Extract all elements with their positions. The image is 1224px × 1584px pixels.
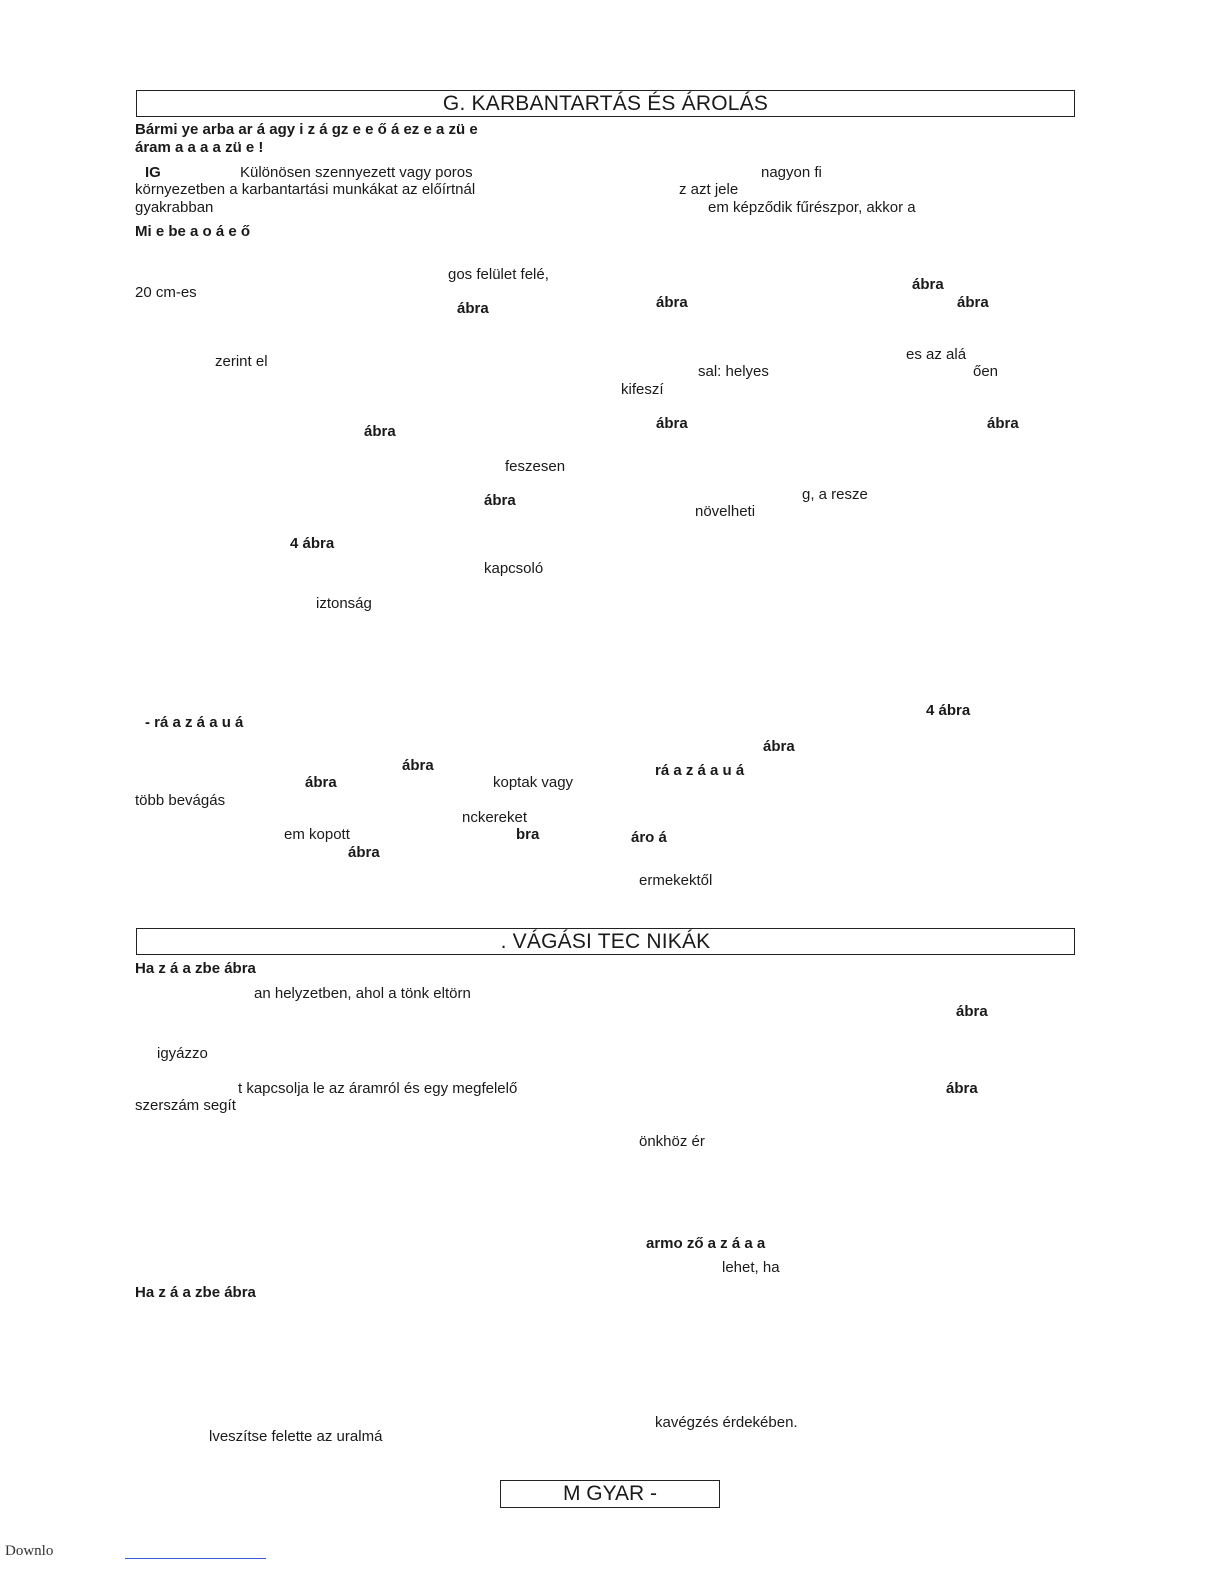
figure-ref: ábra <box>763 738 795 755</box>
fragment: t kapcsolja le az áramról és egy megfelelő <box>238 1080 518 1097</box>
figure-ref: bra <box>516 826 540 843</box>
fragment: növelheti <box>695 503 756 520</box>
note-text-a3: gyakrabban <box>135 199 214 216</box>
warning-line-2: áram a a a a zü e ! <box>135 139 264 156</box>
fragment: szerszám segít <box>135 1097 236 1114</box>
figure-ref: 4 ábra <box>290 535 335 552</box>
fragment: es az alá <box>906 346 967 363</box>
section-g-title: G. KARBANTARTÁS ÉS ÁROLÁS <box>136 90 1075 117</box>
chain-heading: - rá a z á a u á <box>145 714 244 731</box>
fragment: nckereket <box>462 809 528 826</box>
fragment: feszesen <box>505 458 566 475</box>
fragment: gos felület felé, <box>448 266 549 283</box>
storage-heading: áro á <box>631 829 667 846</box>
subsection-heading-3: armo ző a z á a a <box>646 1235 766 1252</box>
figure-ref: ábra <box>956 1003 988 1020</box>
figure-ref: ábra <box>656 415 688 432</box>
fragment: iztonság <box>316 595 372 612</box>
fragment: önkhöz ér <box>639 1133 705 1150</box>
download-watermark: Downlo <box>5 1543 54 1559</box>
fragment: zerint el <box>215 353 268 370</box>
figure-ref: ábra <box>484 492 516 509</box>
subsection-heading-2: Ha z á a zbe ábra <box>135 1284 256 1301</box>
figure-ref: ábra <box>912 276 944 293</box>
fragment: lehet, ha <box>722 1259 780 1276</box>
fragment: kifeszí <box>621 381 664 398</box>
fragment: ően <box>973 363 999 380</box>
figure-ref: 4 ábra <box>926 702 971 719</box>
warning-line-1: Bármi ye arba ar á agy i z á gz e e ő á ez e a zü e <box>135 121 478 138</box>
subsection-heading-1: Ha z á a zbe ábra <box>135 960 256 977</box>
chain-heading-2: rá a z á a u á <box>655 762 745 779</box>
fragment: több bevágás <box>135 792 226 809</box>
section-h-title: . VÁGÁSI TEC NIKÁK <box>136 928 1075 955</box>
note-text-a1: Különösen szennyezett vagy poros <box>240 164 473 181</box>
fragment: em kopott <box>284 826 350 843</box>
download-link-underline[interactable] <box>125 1558 266 1559</box>
fragment: an helyzetben, ahol a tönk eltörn <box>254 985 471 1002</box>
note-text-b3: em képződik fűrészpor, akkor a <box>708 199 916 216</box>
note-label: IG <box>145 164 161 181</box>
note-text-b2: z azt jele <box>679 181 739 198</box>
figure-ref: ábra <box>364 423 396 440</box>
fragment: kavégzés érdekében. <box>655 1414 798 1431</box>
page-language-label: M GYAR - <box>500 1480 720 1508</box>
figure-ref: ábra <box>402 757 434 774</box>
note-text-b1: nagyon fi <box>761 164 822 181</box>
figure-ref: ábra <box>305 774 337 791</box>
figure-ref: ábra <box>987 415 1019 432</box>
figure-ref: ábra <box>957 294 989 311</box>
fragment: 20 cm-es <box>135 284 197 301</box>
fragment: koptak vagy <box>493 774 574 791</box>
figure-ref: ábra <box>457 300 489 317</box>
fragment: lveszítse felette az uralmá <box>209 1428 383 1445</box>
fragment: g, a resze <box>802 486 868 503</box>
figure-ref: ábra <box>348 844 380 861</box>
figure-ref: ábra <box>946 1080 978 1097</box>
fragment: kapcsoló <box>484 560 544 577</box>
fragment: ermekektől <box>639 872 713 889</box>
figure-ref: ábra <box>656 294 688 311</box>
fragment: sal: helyes <box>698 363 769 380</box>
sub-heading: Mi e be a o á e ő <box>135 223 251 240</box>
note-text-a2: környezetben a karbantartási munkákat az előírtnál <box>135 181 476 198</box>
fragment: igyázzo <box>157 1045 208 1062</box>
